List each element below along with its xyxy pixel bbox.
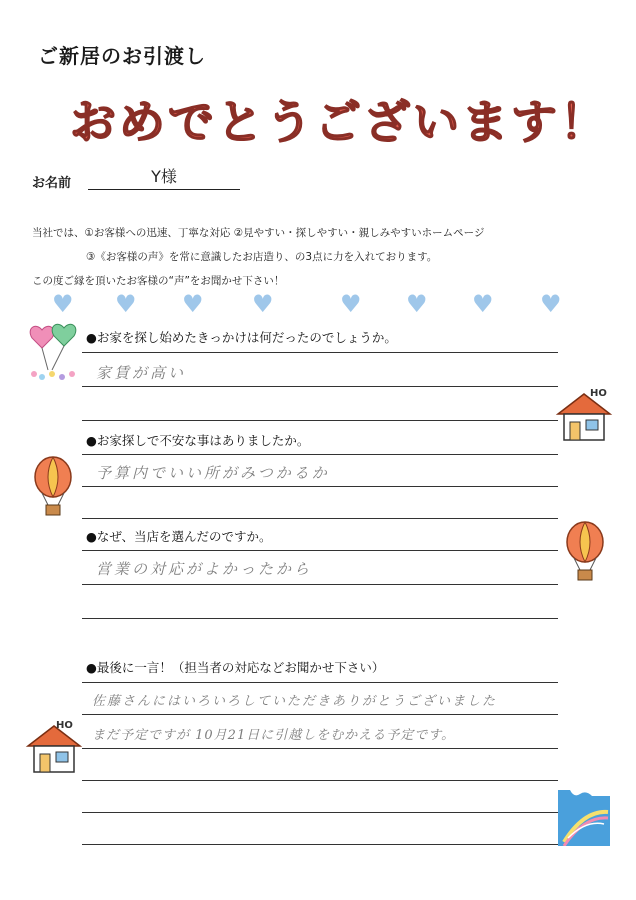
answer-line	[82, 618, 558, 619]
answer-line	[82, 682, 558, 683]
rainbow-icon	[558, 790, 610, 846]
answer-line	[82, 352, 558, 353]
answer-line	[82, 748, 558, 749]
intro-line-2: ③《お客様の声》を常に意識したお店造り、の3点に力を入れております。	[86, 251, 438, 263]
heart-icon: ♥	[182, 290, 204, 318]
answer-1: 家賃が高い	[96, 364, 187, 382]
answer-4-line-1: 佐藤さんにはいろいろしていただきありがとうございました	[92, 694, 498, 709]
answer-line	[82, 486, 558, 487]
answer-line	[82, 550, 558, 551]
heart-balloons-icon	[26, 322, 82, 382]
hot-air-balloon-icon	[28, 455, 78, 517]
subtitle: ご新居のお引渡し	[38, 44, 206, 68]
answer-3: 営業の対応がよかったから	[96, 560, 313, 578]
hot-air-balloon-icon	[560, 520, 610, 582]
answer-line	[82, 812, 558, 813]
answer-line	[82, 454, 558, 455]
heart-icon: ♥	[540, 290, 562, 318]
heart-icon: ♥	[115, 290, 137, 318]
name-label: お名前	[32, 176, 72, 191]
page-title: おめでとうございます！	[70, 95, 609, 149]
heart-icon: ♥	[52, 290, 74, 318]
intro-line-3: この度ご縁を頂いたお客様の“声”をお聞かせ下さい！	[32, 275, 285, 287]
answer-line	[82, 386, 558, 387]
house-icon	[554, 386, 614, 444]
question-3: ●なぜ、当店を選んだのですか。	[86, 529, 272, 544]
answer-4-line-2: まだ予定ですが 10月21日に引越しをむかえる予定です。	[92, 728, 456, 743]
svg-text:HO: HO	[590, 388, 607, 399]
heart-icon: ♥	[340, 290, 362, 318]
answer-line	[82, 518, 558, 519]
intro-line-1: 当社では、①お客様への迅速、丁寧な対応 ②見やすい・探しやすい・親しみやすいホームページ	[32, 227, 485, 239]
question-1: ●お家を探し始めたきっかけは何だったのでしょうか。	[86, 330, 397, 345]
answer-2: 予算内でいい所がみつかるか	[96, 464, 330, 482]
heart-icon: ♥	[252, 290, 274, 318]
answer-line	[82, 420, 558, 421]
question-4: ●最後に一言！（担当者の対応などお聞かせ下さい）	[86, 660, 385, 675]
heart-icon: ♥	[406, 290, 428, 318]
svg-text:HO: HO	[56, 720, 73, 731]
house-icon	[24, 718, 84, 776]
question-2: ●お家探しで不安な事はありましたか。	[86, 433, 310, 448]
answer-line	[82, 780, 558, 781]
answer-line	[82, 584, 558, 585]
answer-line	[82, 714, 558, 715]
answer-line	[82, 844, 558, 845]
name-value: Y様	[88, 164, 240, 190]
heart-icon: ♥	[472, 290, 494, 318]
